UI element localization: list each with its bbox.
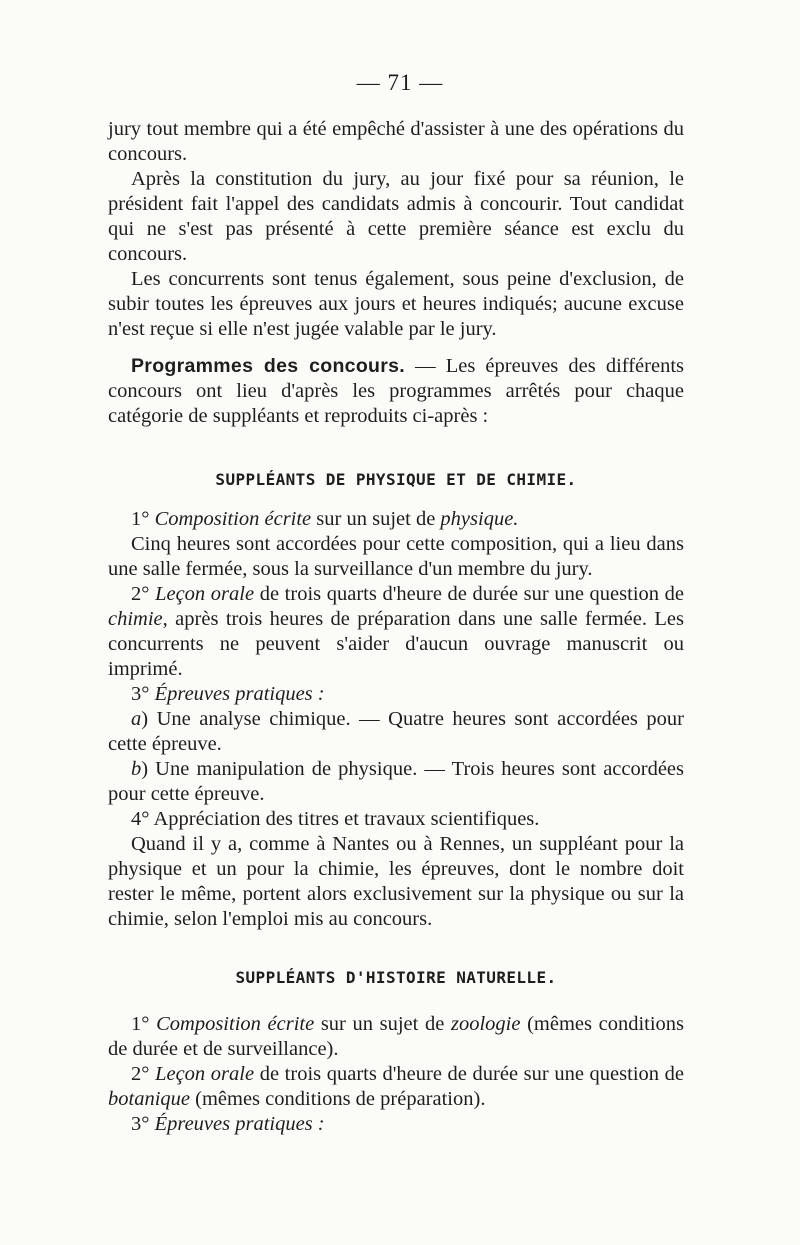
item-title: Composition écrite bbox=[154, 508, 312, 530]
sub-item-letter: a bbox=[131, 708, 142, 730]
item-number: 3° bbox=[131, 1113, 155, 1135]
item-text: de trois quarts d'heure de durée sur une question de bbox=[254, 583, 684, 605]
physique-item-1-detail: Cinq heures sont accordées pour cette composition, qui a lieu dans une salle fermée, sous la surveillance d'un membre du jury. bbox=[108, 533, 684, 580]
item-title: Épreuves pratiques : bbox=[154, 1113, 325, 1135]
sub-item-text: ) Une analyse chimique. — Quatre heures sont accordées pour cette épreuve. bbox=[108, 708, 684, 755]
programmes-title: Programmes des concours. bbox=[131, 355, 406, 377]
item-text: sur un sujet de bbox=[314, 1013, 451, 1035]
item-title: Épreuves pratiques : bbox=[154, 683, 325, 705]
intro-block bbox=[108, 117, 684, 429]
programmes-text: — Les épreuves des différents concours ont lieu d'après les programmes arrêtés pour chaque catégorie de suppléants et reproduits ci-après : bbox=[108, 355, 685, 427]
paragraph-programmes bbox=[108, 354, 684, 429]
item-subject: chimie bbox=[108, 608, 163, 630]
item-subject: physique. bbox=[440, 508, 519, 530]
item-title: Leçon orale bbox=[155, 583, 255, 605]
item-subject: zoologie bbox=[450, 1013, 521, 1035]
physique-item-3b bbox=[108, 757, 684, 807]
paragraph-jury-continuation: jury tout membre qui a été empêché d'assister à une des opérations du concours. bbox=[108, 118, 684, 165]
physique-item-4: 4° Appréciation des titres et travaux scientifiques. bbox=[131, 808, 540, 830]
physique-item-1 bbox=[108, 507, 684, 532]
heading-physique-chimie: SUPPLÉANTS DE PHYSIQUE ET DE CHIMIE. bbox=[215, 470, 577, 489]
item-number: 1° bbox=[131, 508, 155, 530]
item-number: 2° bbox=[131, 583, 156, 605]
item-number: 1° bbox=[131, 1013, 157, 1035]
sub-item-letter: b bbox=[131, 758, 142, 780]
item-text-rest: (mêmes conditions de préparation). bbox=[190, 1088, 486, 1110]
histoire-block bbox=[108, 1012, 684, 1137]
physique-note: Quand il y a, comme à Nantes ou à Rennes, un suppléant pour la physique et un pour la chimie, les épreuves, dont le nombre doit rester le même, portent alors exclusivement sur la physique ou sur la chimie, selon l'emploi mis au concours. bbox=[108, 833, 684, 930]
histoire-item-3 bbox=[108, 1112, 684, 1137]
item-number: 3° bbox=[131, 683, 155, 705]
item-number: 2° bbox=[131, 1063, 156, 1085]
item-title: Composition écrite bbox=[156, 1013, 315, 1035]
heading-histoire-naturelle: SUPPLÉANTS D'HISTOIRE NATURELLE. bbox=[235, 968, 557, 987]
item-subject: botanique bbox=[108, 1088, 190, 1110]
paragraph-constitution-jury: Après la constitution du jury, au jour fixé pour sa réunion, le président fait l'appel des candidats admis à concourir. Tout candidat qui ne s'est pas présenté à cette première séance est exclu du concours. bbox=[108, 168, 684, 265]
item-text: de trois quarts d'heure de durée sur une question de bbox=[254, 1063, 684, 1085]
physique-item-2 bbox=[108, 582, 684, 682]
paragraph-exclusion: Les concurrents sont tenus également, sous peine d'exclusion, de subir toutes les épreuves aux jours et heures indiqués; aucune excuse n'est reçue si elle n'est jugée valable par le jury. bbox=[108, 268, 684, 340]
page-number: — 71 — bbox=[356, 70, 444, 95]
histoire-item-1 bbox=[108, 1012, 684, 1062]
physique-item-3a bbox=[108, 707, 684, 757]
item-title: Leçon orale bbox=[155, 1063, 255, 1085]
physique-block bbox=[108, 507, 684, 932]
sub-item-text: ) Une manipulation de physique. — Trois heures sont accordées pour cette épreuve. bbox=[108, 758, 684, 805]
histoire-item-2 bbox=[108, 1062, 684, 1112]
item-text: sur un sujet de bbox=[311, 508, 441, 530]
item-text-rest: , après trois heures de préparation dans une salle fermée. Les concurrents ne peuvent s'aider d'aucun ouvrage manuscrit ou imprimé. bbox=[108, 608, 684, 680]
item-text-rest: (mêmes conditions de durée et de surveillance). bbox=[108, 1013, 685, 1060]
physique-item-3 bbox=[108, 682, 684, 707]
